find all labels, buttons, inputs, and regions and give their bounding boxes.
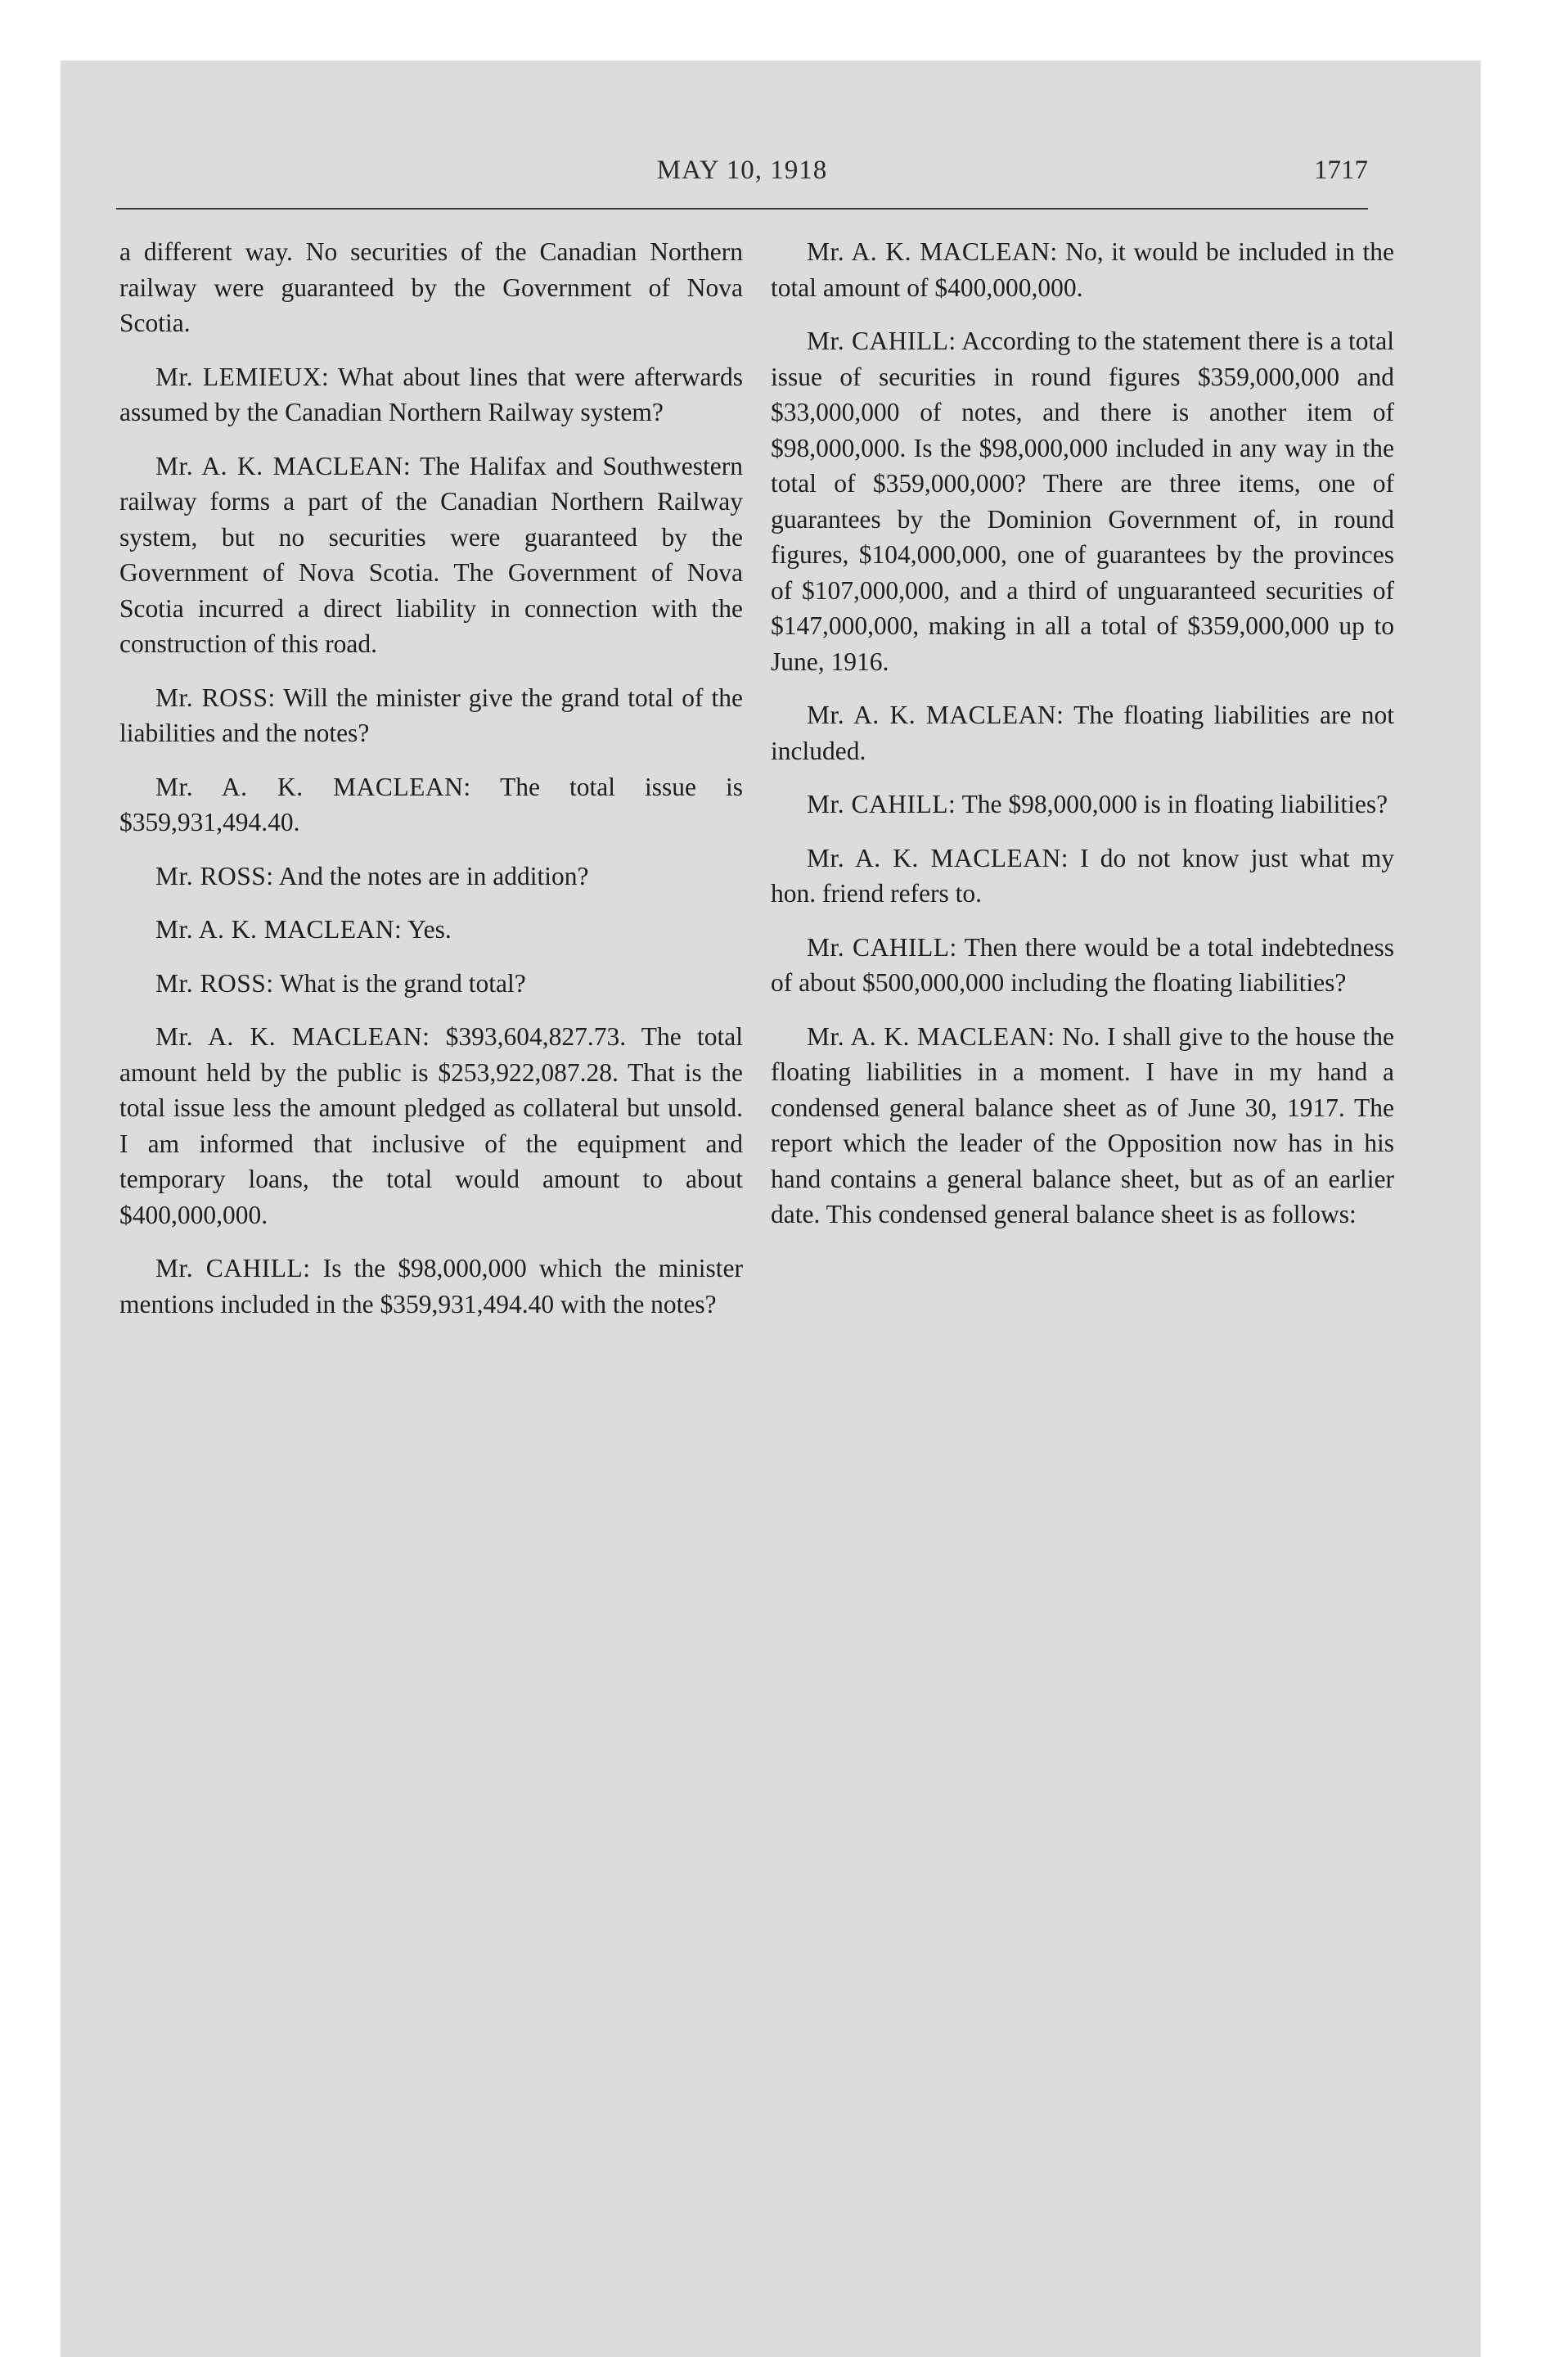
speaker-name: Mr. A. K. MACLEAN: <box>807 237 1058 266</box>
paragraph <box>771 930 1394 1001</box>
speech-text: And the notes are in addition? <box>278 861 589 890</box>
paragraph <box>119 680 743 751</box>
page-header <box>116 146 1368 195</box>
speaker-name: Mr. CAHILL: <box>807 790 956 818</box>
speaker-name: Mr. ROSS: <box>155 861 274 890</box>
speech-text: Will the minister give the grand total of the liabilities and the notes? <box>119 683 744 747</box>
speech-text: The Halifax and Southwestern railway forms a part of the Canadian Northern Railway system, but no securities were guaranteed by the Government of Nova Scotia. The Government of Nova Scotia incurred a direct liability in connection with the construction of this road. <box>119 451 743 658</box>
paragraph <box>119 769 743 841</box>
header-rule <box>116 208 1368 210</box>
speech-text: $393,604,827.73. The total amount held by the public is $253,922,087.28. That is the total issue less the amount pledged as collateral but unsold. I am informed that inclusive of the equipment and temporary loans, the total would amount to about $400,000,000. <box>119 1022 743 1229</box>
speaker-name: Mr. A. K. MACLEAN: <box>807 1021 1055 1051</box>
paragraph <box>119 912 743 948</box>
paragraph <box>771 323 1394 679</box>
paragraph <box>119 449 743 662</box>
speaker-name: Mr. CAHILL: <box>807 932 957 962</box>
speech-text: The total issue is $359,931,494.40. <box>119 772 743 836</box>
right-column <box>771 234 1394 1251</box>
paragraph <box>771 841 1394 912</box>
paragraph <box>119 859 743 895</box>
page-number: 1717 <box>1314 156 1368 185</box>
paragraph <box>119 359 743 430</box>
speech-text: Yes. <box>407 915 452 944</box>
speech-text: Then there would be a total indebtedness of about $500,000,000 including the floating liabilities? <box>771 932 1395 997</box>
speaker-name: Mr. LEMIEUX: <box>155 362 330 391</box>
speech-text: The floating liabilities are not included. <box>771 701 1394 765</box>
speech-text: No, it would be included in the total amount of $400,000,000. <box>771 237 1394 302</box>
paragraph <box>119 966 743 1002</box>
paragraph <box>119 1251 743 1322</box>
speaker-name: Mr. A. K. MACLEAN: <box>155 451 412 480</box>
speech-text: I do not know just what my hon. friend refers to. <box>771 843 1394 908</box>
speech-text: What is the grand total? <box>279 968 526 998</box>
paragraph: a different way. No securities of the Canadian Northern railway were guaranteed by the Government of Nova Scotia. <box>119 237 743 337</box>
paragraph <box>119 1019 743 1233</box>
paragraph <box>771 697 1394 769</box>
speaker-name: Mr. A. K. MACLEAN: <box>155 915 403 944</box>
speaker-name: Mr. CAHILL: <box>155 1254 311 1282</box>
speaker-name: Mr. A. K. MACLEAN: <box>807 701 1064 729</box>
speaker-name: Mr. CAHILL: <box>807 327 956 355</box>
paragraph <box>771 787 1394 823</box>
header-date: MAY 10, 1918 <box>656 156 828 185</box>
speaker-name: Mr. A. K. MACLEAN: <box>155 1022 430 1051</box>
left-column <box>119 234 743 1340</box>
speaker-name: Mr. ROSS: <box>155 683 276 712</box>
speech-text: No. I shall give to the house the floating liabilities in a moment. I have in my hand a condensed general balance sheet as of June 30, 1917. The report which the leader of the Opposition now has in his hand contains a general balance sheet, but as of an earlier date. This condensed general balance sheet is as follows: <box>771 1021 1394 1228</box>
speaker-name: Mr. A. K. MACLEAN: <box>155 772 471 801</box>
speech-text: Is the $98,000,000 which the minister mentions included in the $359,931,494.40 with the notes? <box>119 1254 743 1318</box>
speech-text: The $98,000,000 is in floating liabilities? <box>961 790 1388 818</box>
speech-text: What about lines that were afterwards assumed by the Canadian Northern Railway system? <box>119 362 744 426</box>
speech-text: According to the statement there is a total issue of securities in round figures $359,000,000 and $33,000,000 of notes, and there is another item of $98,000,000. Is the $98,000,000 included in any way in the total of $359,000,000? There are three items, one of guarantees by the Dominion Government of, in round figures, $104,000,000, one of guarantees by the provinces of $107,000,000, and a third of unguaranteed securities of $147,000,000, making in all a total of $359,000,000 up to June, 1916. <box>771 327 1395 676</box>
paragraph <box>771 234 1394 305</box>
speaker-name: Mr. A. K. MACLEAN: <box>807 843 1069 872</box>
speaker-name: Mr. ROSS: <box>155 968 274 998</box>
paragraph <box>771 1019 1394 1233</box>
